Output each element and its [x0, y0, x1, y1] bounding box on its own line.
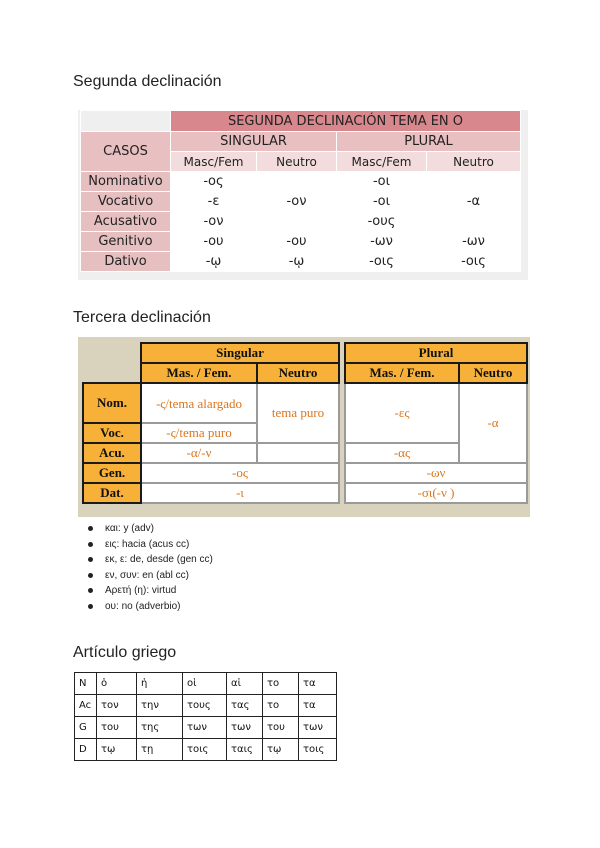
table-row — [75, 673, 337, 695]
corner-cell — [83, 363, 141, 383]
ending-cell: -ῳ — [257, 252, 337, 272]
bullet-icon — [88, 573, 93, 578]
case-label: Gen. — [83, 463, 141, 483]
table-cell: τοις — [183, 739, 227, 761]
ending-cell: -α/-ν — [141, 443, 257, 463]
ending-cell-merged: -ον — [257, 172, 337, 232]
articulo-griego-table — [74, 672, 337, 761]
table-cell: τῳ — [97, 739, 137, 761]
vocabulary-list — [86, 521, 213, 614]
list-item — [86, 552, 213, 568]
list-item — [86, 568, 213, 584]
sub-header: Masc/Fem — [171, 152, 257, 172]
table-cell: τον — [97, 695, 137, 717]
ending-cell: -ου — [257, 232, 337, 252]
case-label: Dativo — [81, 252, 171, 272]
table-cell: τας — [227, 695, 263, 717]
singular-header: Singular — [141, 343, 339, 363]
table-cell: το — [263, 673, 299, 695]
sub-header: Mas. / Fem. — [141, 363, 257, 383]
ending-cell: -οι — [337, 192, 427, 212]
bullet-icon — [88, 604, 93, 609]
table-row — [75, 739, 337, 761]
ending-cell-merged: -ες — [345, 383, 459, 443]
plural-header: PLURAL — [337, 132, 521, 152]
ending-cell: -οις — [337, 252, 427, 272]
case-label: Nom. — [83, 383, 141, 423]
row-label: N — [75, 673, 97, 695]
table-cell: ἡ — [137, 673, 183, 695]
list-item-text: Αρετή (η): virtud — [105, 585, 177, 596]
table-cell: τα — [299, 673, 337, 695]
table-row — [75, 695, 337, 717]
case-label: Acusativo — [81, 212, 171, 232]
table-title: SEGUNDA DECLINACIÓN TEMA EN O — [171, 111, 521, 132]
plural-header: Plural — [345, 343, 527, 363]
ending-cell: -ων — [337, 232, 427, 252]
table-row — [75, 717, 337, 739]
list-item-text: ου: no (adverbio) — [105, 600, 181, 612]
tercera-declinacion-table-frame — [78, 337, 530, 517]
table-cell: των — [299, 717, 337, 739]
ending-cell: -οι — [337, 172, 427, 192]
list-item-text: και: y (adv) — [105, 523, 154, 534]
table-cell: του — [97, 717, 137, 739]
singular-header: SINGULAR — [171, 132, 337, 152]
bullet-icon — [88, 526, 93, 531]
list-item — [86, 583, 213, 599]
segunda-declinacion-table — [80, 110, 521, 272]
case-label: Dat. — [83, 483, 141, 503]
ending-cell: -ων — [427, 232, 521, 252]
case-label: Acu. — [83, 443, 141, 463]
table-cell: τους — [183, 695, 227, 717]
case-label: Genitivo — [81, 232, 171, 252]
table-cell: του — [263, 717, 299, 739]
row-label: D — [75, 739, 97, 761]
ending-cell: -ου — [171, 232, 257, 252]
ending-cell: -ων — [345, 463, 527, 483]
heading-articulo-griego: Artículo griego — [73, 644, 177, 661]
table-cell: τα — [299, 695, 337, 717]
table-cell: τῳ — [263, 739, 299, 761]
table-cell: των — [227, 717, 263, 739]
list-item — [86, 521, 213, 537]
ending-cell: -ος — [171, 172, 257, 192]
corner-cell — [83, 343, 141, 363]
list-item-text: εν, συν: en (abl cc) — [105, 569, 189, 581]
table-cell: αἱ — [227, 673, 263, 695]
sub-header: Mas. / Fem. — [345, 363, 459, 383]
table-cell: τῃ — [137, 739, 183, 761]
sub-header: Neutro — [257, 363, 339, 383]
table-cell: της — [137, 717, 183, 739]
ending-cell: -οις — [427, 252, 521, 272]
row-label: Ac — [75, 695, 97, 717]
case-label: Voc. — [83, 423, 141, 443]
table-cell: των — [183, 717, 227, 739]
sub-header: Neutro — [459, 363, 527, 383]
ending-cell: -ος — [141, 463, 339, 483]
list-item-text: εις: hacia (acus cc) — [105, 538, 190, 550]
ending-cell: -ς/tema puro — [141, 423, 257, 443]
table-cell: το — [263, 695, 299, 717]
ending-cell-empty — [257, 443, 339, 463]
ending-cell: -ι — [141, 483, 339, 503]
ending-cell-merged: -α — [459, 383, 527, 463]
segunda-declinacion-table-frame — [78, 110, 528, 280]
table-cell: τοις — [299, 739, 337, 761]
table-cell: την — [137, 695, 183, 717]
ending-cell: -ον — [171, 212, 257, 232]
corner-cell — [81, 111, 171, 132]
ending-cell: -ε — [171, 192, 257, 212]
sub-header: Masc/Fem — [337, 152, 427, 172]
ending-cell: -ῳ — [171, 252, 257, 272]
casos-header: CASOS — [81, 132, 171, 172]
ending-cell: -ς/tema alargado — [141, 383, 257, 423]
list-item — [86, 537, 213, 553]
bullet-icon — [88, 557, 93, 562]
list-item — [86, 599, 213, 615]
table-cell: οἱ — [183, 673, 227, 695]
heading-tercera-declinacion: Tercera declinación — [73, 309, 211, 326]
list-item-text: εκ, ε: de, desde (gen cc) — [105, 554, 213, 565]
heading-segunda-declinacion: Segunda declinación — [73, 73, 222, 90]
row-label: G — [75, 717, 97, 739]
bullet-icon — [88, 588, 93, 593]
ending-cell-merged: -α — [427, 172, 521, 232]
table-cell: ὁ — [97, 673, 137, 695]
ending-cell: -ους — [337, 212, 427, 232]
ending-cell: -ας — [345, 443, 459, 463]
ending-cell-merged: tema puro — [257, 383, 339, 443]
table-cell: ταις — [227, 739, 263, 761]
bullet-icon — [88, 542, 93, 547]
case-label: Nominativo — [81, 172, 171, 192]
tercera-declinacion-table — [82, 342, 528, 504]
case-label: Vocativo — [81, 192, 171, 212]
sub-header: Neutro — [257, 152, 337, 172]
sub-header: Neutro — [427, 152, 521, 172]
ending-cell: -σι(-ν ) — [345, 483, 527, 503]
